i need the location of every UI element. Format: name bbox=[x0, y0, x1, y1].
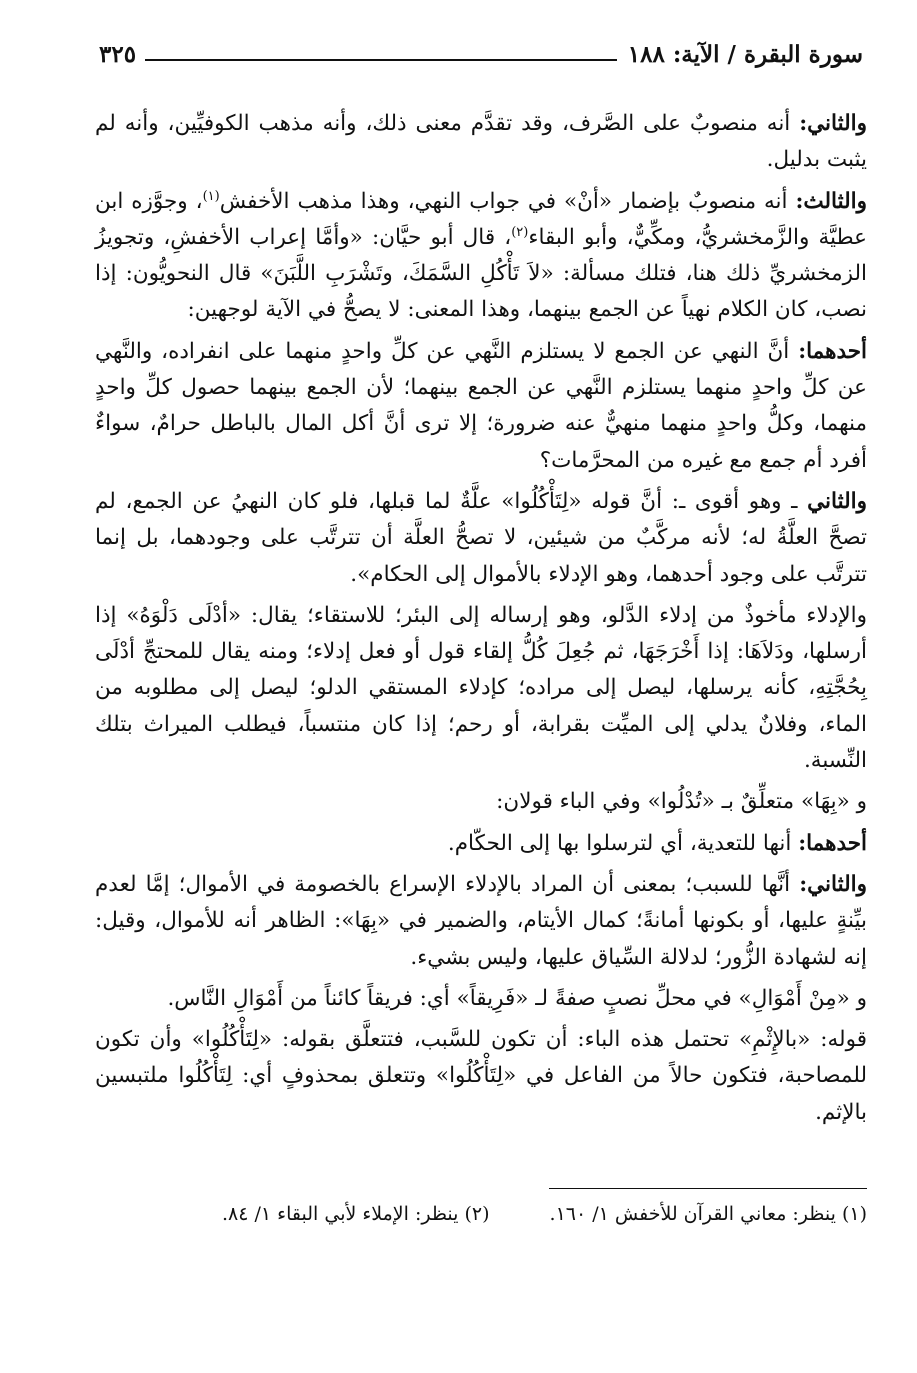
paragraph-text: أنَّها للسبب؛ بمعنى أن المراد بالإدلاء الإسراع بالخصومة في الأموال؛ إمَّا لعدم بيِّنةٍ عليها، أو بكونها أمانةً؛ كمال الأيتام، والضمير في «بِهَا»: الظاهر أنه للأموال، وقيل: إنه لشهادة الزُّور؛ لدلالة السِّياق عليها، وليس بشيء. bbox=[95, 871, 867, 970]
paragraph bbox=[95, 598, 867, 779]
paragraph-lead: والثاني bbox=[807, 488, 867, 514]
paragraph-text: ، قال أبو حيَّان: «وأمَّا إعراب الأخفشِ، وتجويزُ الزمخشريِّ ذلك هنا، فتلك مسألة: «لاَ تَأْكُلِ السَّمَكَ، وتَشْرَبِ اللَّبَنَ» قال النحويُّون: إذا نصب، كان الكلام نهياً عن الجمع بينهما، وهذا المعنى: لا يصحُّ في الآية لوجهين: bbox=[95, 224, 867, 323]
paragraph-text: و «بِهَا» متعلِّقٌ بـ «تُدْلُوا» وفي الباء قولان: bbox=[496, 789, 867, 815]
paragraph bbox=[95, 784, 867, 820]
footnote-2: (٢) ينظر: الإملاء لأبي البقاء ١/ ٨٤. bbox=[222, 1203, 490, 1225]
footnote-1: (١) ينظر: معاني القرآن للأخفش ١/ ١٦٠. bbox=[549, 1203, 867, 1225]
paragraph-text: أنها للتعدية، أي لترسلوا بها إلى الحكّام. bbox=[447, 830, 799, 856]
footnote-ref[interactable]: (٢) bbox=[511, 224, 529, 240]
paragraph bbox=[95, 981, 867, 1017]
paragraph-text: أنَّ النهي عن الجمع لا يستلزم النَّهي عن كلِّ واحدٍ منهما على انفراده، والنَّهي عن كلِّ واحدٍ منهما يستلزم النَّهي عن الجمع بينهما؛ لأن الجمع بينهما حصول كلِّ واحدٍ منهما، وكلُّ واحدٍ منهما منهيٌّ عنه ضرورة؛ إلا ترى أنَّ أكل المال بالباطل حرامٌ، سواءٌ أفرد أم جمع مع غيره من المحرَّمات؟ bbox=[95, 338, 867, 473]
paragraph-lead: والثاني: bbox=[799, 871, 867, 897]
paragraph-text: قوله: «بالإِثْمِ» تحتمل هذه الباء: أن تكون للسَّبب، فتتعلَّق بقوله: «لِتَأْكُلُوا» وأن تكون للمصاحبة، فتكون حالاً من الفاعل في «لِتَأْكُلُوا» وتتعلق بمحذوفٍ أي: لِتَأْكُلُوا ملتبسين بالإثم. bbox=[95, 1027, 867, 1125]
footnote-row bbox=[95, 1203, 867, 1225]
paragraph bbox=[95, 184, 867, 329]
paragraph bbox=[95, 867, 867, 976]
paragraph-lead: أحدهما: bbox=[798, 830, 867, 856]
paragraph bbox=[95, 826, 867, 862]
page-header bbox=[95, 28, 867, 70]
paragraph-lead: والثاني: bbox=[799, 111, 867, 136]
paragraph-lead: أحدهما: bbox=[798, 338, 867, 364]
page bbox=[95, 28, 867, 1348]
paragraph-text: ـ وهو أقوى ـ: أنَّ قوله «لِتَأْكُلُوا» علَّةٌ لما قبلها، فلو كان النهيُ عن الجمع، لم تصحَّ العلَّةُ له؛ لأنه مركَّبٌ من شيئين، لا تصحُّ العلَّة أن تترتَّب على وجودهما، بل إنما تترتَّب على وجود أحدهما، وهو الإدلاء بالأموال إلى الحكام». bbox=[95, 488, 867, 587]
paragraph-text: ، وجوَّزه ابن عطيَّة والزَّمخشريُّ، ومكِّيٌّ، وأبو البقاء bbox=[95, 188, 868, 250]
running-title: سورة البقرة / الآية: ١٨٨ bbox=[624, 40, 867, 70]
paragraph-text: أنه منصوبٌ على الصَّرف، وقد تقدَّم معنى ذلك، وأنه مذهب الكوفيِّين، وأنه لم يثبت بدليل. bbox=[95, 111, 867, 173]
paragraph-text: و «مِنْ أَمْوَالِ» في محلِّ نصبٍ صفةً لـ «فَرِيقاً» أي: فريقاً كائناً من أَمْوَالِ النَّاس. bbox=[167, 985, 867, 1011]
paragraph bbox=[95, 1022, 867, 1131]
footnotes bbox=[95, 1188, 867, 1225]
footnote-rule bbox=[549, 1188, 867, 1189]
body-text bbox=[95, 106, 867, 1131]
paragraph bbox=[95, 334, 867, 479]
paragraph bbox=[95, 484, 867, 593]
paragraph-text: أنه منصوبٌ بإضمار «أنْ» في جواب النهي، وهذا مذهب الأخفش bbox=[219, 188, 796, 214]
header-rule bbox=[145, 59, 617, 61]
page-number: ٣٢٥ bbox=[95, 40, 140, 70]
paragraph-lead: والثالث: bbox=[795, 188, 867, 214]
footnote-ref[interactable]: (١) bbox=[202, 188, 220, 204]
paragraph-text: والإدلاء مأخوذٌ من إدلاء الدَّلو، وهو إرساله إلى البئر؛ للاستقاء؛ يقال: «أدْلَى دَلْوَهُ» إذا أرسلها، ودَلاَهَا: إذا أَخْرَجَهَا، ثم جُعِلَ كُلُّ إلقاء قول أو فعل إدلاء؛ ومنه يقال للمحتجِّ أدْلَى بِحُجَّتِهِ، كأنه يرسلها، ليصل إلى مراده؛ كإدلاء المستقي الدلو؛ ليصل إلى مطلوبه من الماء، وفلانٌ يدلي إلى الميِّت بقرابة، أو رحم؛ إذا كان منتسباً، فيطلب الميراث بتلك النِّسبة. bbox=[95, 602, 867, 774]
paragraph bbox=[95, 106, 867, 179]
